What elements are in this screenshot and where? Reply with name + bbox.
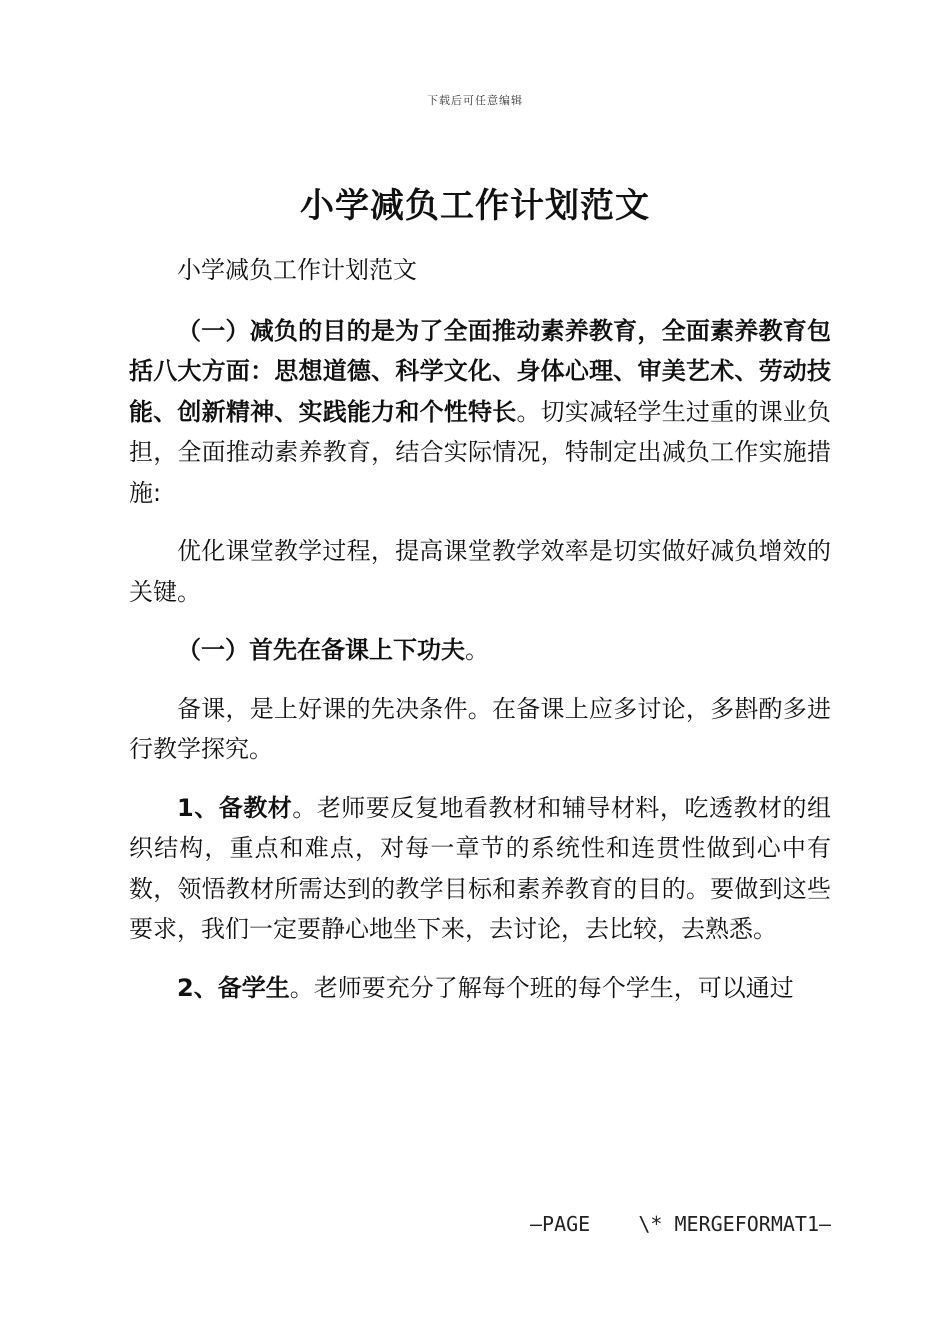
prepare-materials-heading: 1、备教材 <box>177 793 293 822</box>
paragraph-prepare-materials <box>129 788 831 950</box>
paragraph-section-heading <box>129 630 831 671</box>
page-header-note: 下载后可任意编辑 <box>427 94 523 107</box>
paragraph-prepare-students <box>129 968 831 1009</box>
prepare-students-text: 。老师要充分了解每个班的每个学生，可以通过 <box>289 973 794 1002</box>
subtitle-paragraph: 小学减负工作计划范文 <box>177 256 417 284</box>
paragraph-purpose-text: 。切实减轻学生过重的课业负担，全面推动素养教育，结合实际情况，特制定出减负工作实施措施: <box>129 397 832 507</box>
paragraph-key: 优化课堂教学过程，提高课堂教学效率是切实做好减负增效的关键。 <box>129 537 831 606</box>
prepare-students-heading: 2、备学生 <box>177 973 290 1002</box>
paragraph-purpose <box>129 311 831 514</box>
document-title: 小学减负工作计划范文 <box>300 186 650 226</box>
section-heading-punct: 。 <box>465 636 489 664</box>
section-heading-bold: （一）首先在备课上下功夫 <box>177 636 465 664</box>
paragraph-lesson-prep: 备课，是上好课的先决条件。在备课上应多讨论，多斟酌多进行教学探究。 <box>129 694 831 763</box>
document-body <box>129 250 831 1026</box>
paragraph-purpose-heading: （一）减负的目的是为了全面推动素养教育，全面素养教育包括八大方面：思想道德、科学文化、身体心理、审美艺术、劳动技能、创新精神、实践能力和个性特长 <box>129 316 831 426</box>
prepare-materials-text: 。老师要反复地看教材和辅导材料，吃透教材的组织结构，重点和难点，对每一章节的系统性和连贯性做到心中有数，领悟教材所需达到的教学目标和素养教育的目的。要做到这些要求，我们一定要静心地坐下来，去讨论，去比较，去熟悉。 <box>129 793 832 943</box>
page-number-field: —PAGE \* MERGEFORMAT1— <box>530 1212 832 1236</box>
